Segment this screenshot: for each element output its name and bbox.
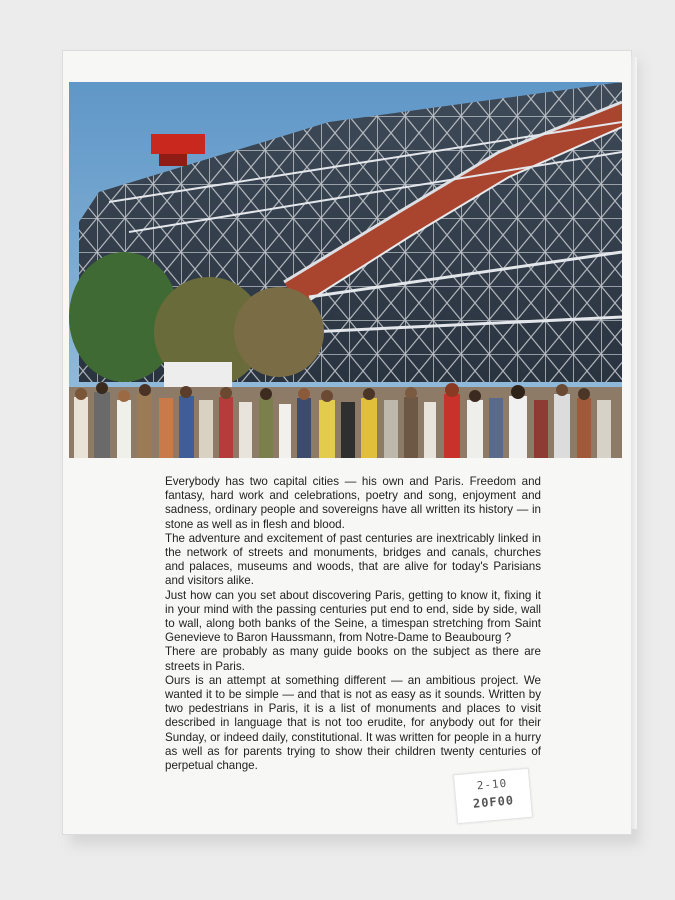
book-page-edge bbox=[631, 57, 637, 829]
paragraph: Everybody has two capital cities — his own and Paris. Freedom and fantasy, hard work and celebrations, poetry and song, enjoyment and sadness, ordinary people and sovereigns have all written its history — in stone as well as in flesh and blood. bbox=[165, 475, 541, 531]
pompidou-photo bbox=[69, 82, 622, 458]
paragraph: There are probably as many guide books on the subject as there are streets in Paris. bbox=[165, 645, 541, 673]
sticker-code: 2-10 bbox=[476, 776, 508, 793]
book-back-cover bbox=[62, 50, 632, 835]
red-vent-box bbox=[151, 134, 205, 154]
paragraph: Ours is an attempt at something different — an ambitious project. We wanted it to be simple — and that is not as easy as it sounds. Written by two pedestrians in Paris, it is a list of monuments and places to visit described in language that is not too erudite, for anybody out for their Sunday, or indeed daily, constitutional. It was written for people in a hurry as well as for parents trying to show their children twenty centuries of perpetual change. bbox=[165, 673, 541, 773]
cover-photo bbox=[69, 82, 622, 458]
paragraph: Just how can you set about discovering Paris, getting to know it, fixing it in your mind with the passing centuries put end to end, side by side, wall to wall, along both banks of the Seine, a timespan stretching from Saint Genevieve to Baron Haussmann, from Notre-Dame to Beaubourg ? bbox=[165, 588, 541, 645]
price-sticker bbox=[453, 768, 533, 824]
sticker-price: 20F00 bbox=[472, 793, 515, 811]
back-cover-text bbox=[165, 475, 541, 773]
paragraph: The adventure and excitement of past centuries are inextricably linked in the network of streets and monuments, bridges and canals, churches and palaces, museums and woods, that are alive for today's Parisians and visitors alike. bbox=[165, 531, 541, 588]
